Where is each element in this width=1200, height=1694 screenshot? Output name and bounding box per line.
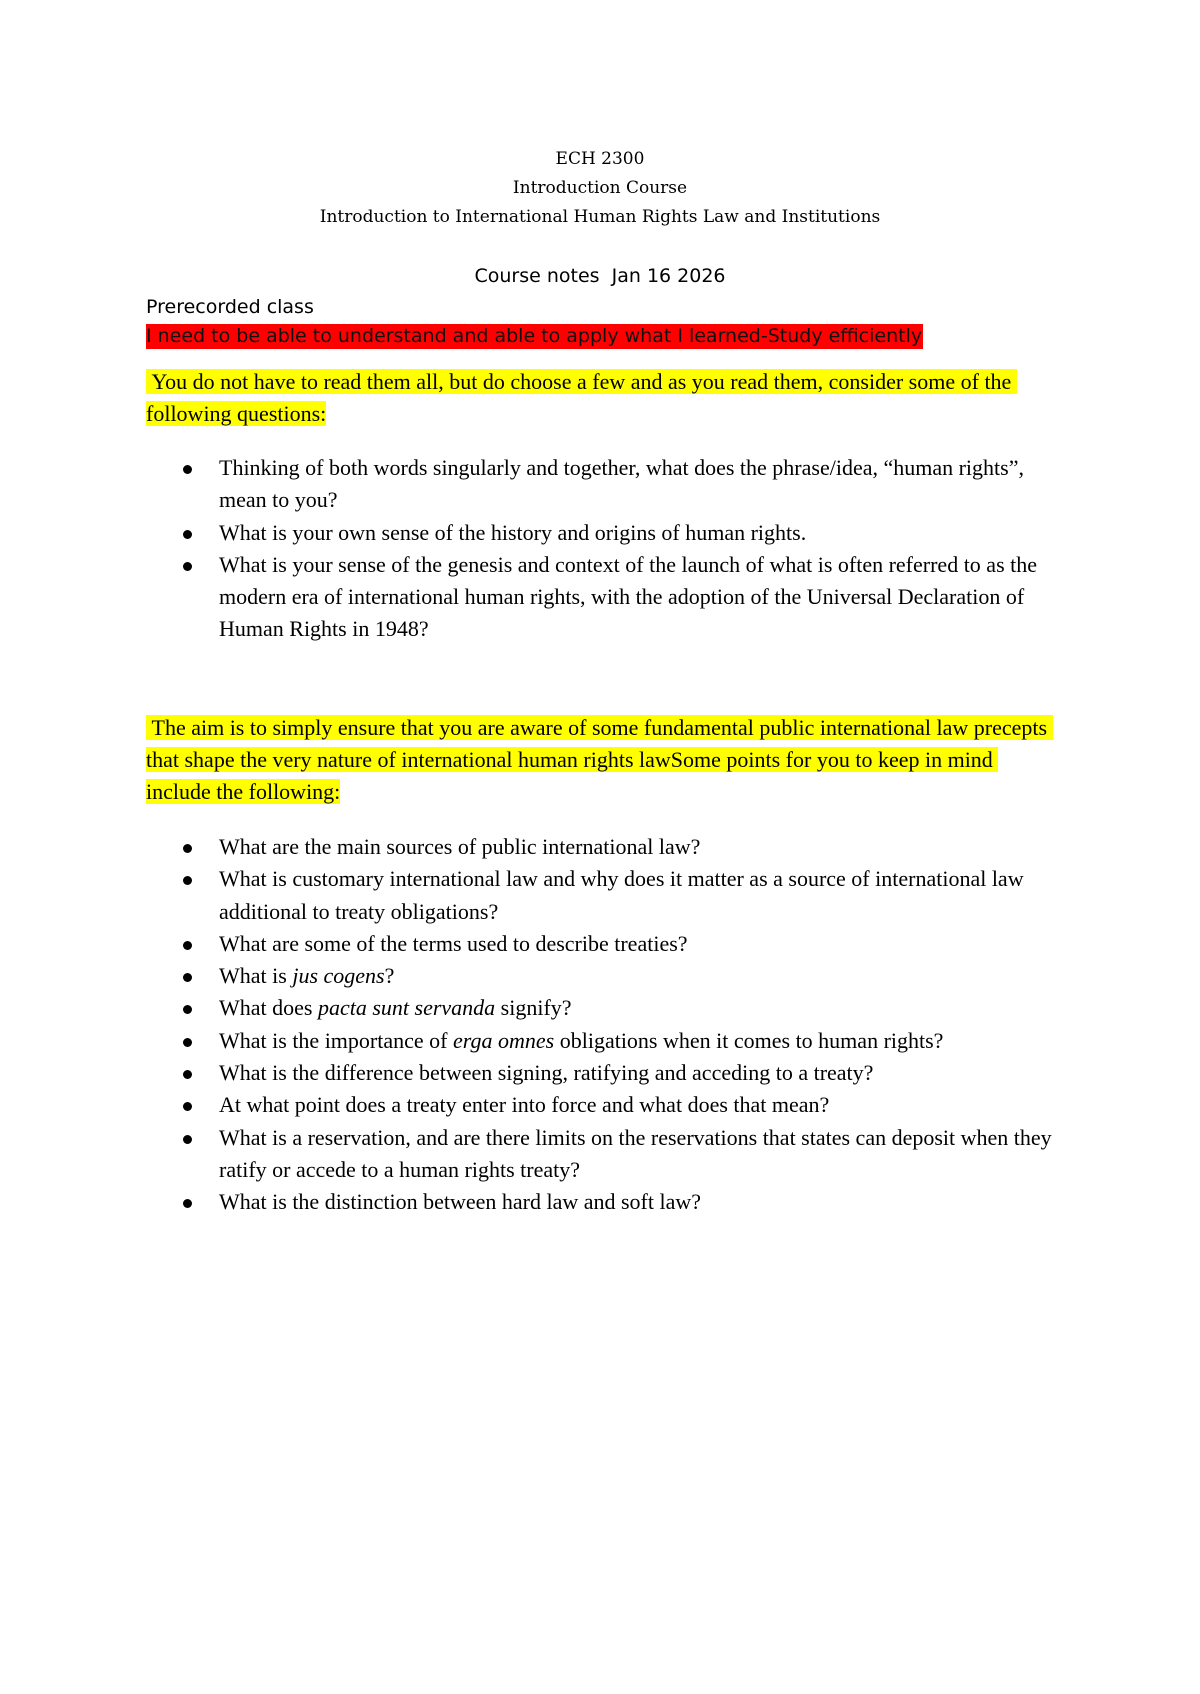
course-title: Introduction to International Human Rights Law and Institutions: [319, 207, 881, 227]
question-text: What is the difference between signing, ratifying and acceding to a treaty?: [219, 1060, 874, 1086]
notes-heading: Course notes Jan 16 2026: [474, 265, 726, 287]
bullet-icon: [183, 1199, 192, 1208]
question-text: What is your sense of the genesis and context of the launch of what is often referred to as the modern era of international human rights, with the adoption of the Universal Declaration of Human Rights in 1948?: [219, 551, 1038, 642]
question-text: What is: [219, 963, 293, 989]
question-text: What are the main sources of public international law?: [219, 834, 701, 859]
course-type: Introduction Course: [512, 178, 688, 198]
list-item: [146, 992, 1066, 1024]
list-item: [146, 1122, 1066, 1187]
latin-term: jus cogens: [292, 963, 385, 989]
list-item: [146, 831, 1066, 863]
bullet-icon: [183, 1102, 192, 1111]
question-text-suffix: obligations when it comes to human rights?: [554, 1027, 944, 1053]
question-text: What does: [219, 995, 318, 1021]
bullet-icon: [183, 530, 192, 539]
list-item: [146, 863, 1066, 928]
document-header: [0, 145, 1200, 232]
bullet-icon: [183, 562, 192, 571]
question-text: What is the importance of: [219, 1027, 453, 1053]
bullet-icon: [183, 941, 192, 950]
latin-term: pacta sunt servanda: [317, 995, 496, 1021]
bullet-icon: [183, 1038, 192, 1047]
bullet-icon: [183, 844, 192, 853]
section2-question-list: [146, 831, 1066, 1219]
bullet-icon: [183, 876, 192, 885]
bullet-icon: [183, 1070, 192, 1079]
latin-term: erga omnes: [452, 1027, 555, 1053]
question-text: What is customary international law and why does it matter as a source of international law additional to treaty obligations?: [219, 866, 1030, 924]
list-item: [146, 1089, 1066, 1121]
section2-intro: [146, 712, 1051, 808]
bullet-icon: [183, 1005, 192, 1014]
question-text: Thinking of both words singularly and together, what does the phrase/idea, “human rights”, mean to you?: [219, 455, 1024, 513]
bullet-icon: [183, 1135, 192, 1144]
question-text: What is your own sense of the history and origins of human rights.: [219, 519, 807, 545]
list-item: [146, 1025, 1066, 1057]
question-text-suffix: signify?: [495, 995, 572, 1021]
list-item: [146, 960, 1066, 992]
section1-question-list: [146, 452, 1066, 646]
list-item: [146, 549, 1066, 646]
question-text-suffix: ?: [384, 963, 395, 989]
question-text: What is a reservation, and are there limits on the reservations that states can deposit when they ratify or accede to a human rights treaty?: [219, 1124, 1058, 1182]
list-item: [146, 928, 1066, 960]
bullet-icon: [183, 973, 192, 982]
reminder-highlight: I need to be able to understand and able to apply what I learned-Study efficiently: [146, 325, 923, 347]
question-text: At what point does a treaty enter into force and what does that mean?: [219, 1092, 830, 1118]
bullet-icon: [183, 465, 192, 474]
list-item: [146, 517, 1066, 549]
question-text: What are some of the terms used to describe treaties?: [219, 930, 688, 956]
class-type-label: Prerecorded class: [146, 296, 314, 318]
list-item: [146, 1186, 1066, 1218]
section1-intro-text: You do not have to read them all, but do choose a few and as you read them, consider some of the following questions:: [146, 369, 1017, 426]
list-item: [146, 1057, 1066, 1089]
course-code: ECH 2300: [555, 149, 645, 169]
list-item: [146, 452, 1066, 517]
section1-intro: [146, 366, 1051, 430]
section2-intro-text: The aim is to simply ensure that you are aware of some fundamental public international law precepts that shape the very nature of international human rights lawSome points for you to keep in mind include the following:: [146, 715, 1053, 804]
question-text: What is the distinction between hard law and soft law?: [219, 1189, 702, 1215]
